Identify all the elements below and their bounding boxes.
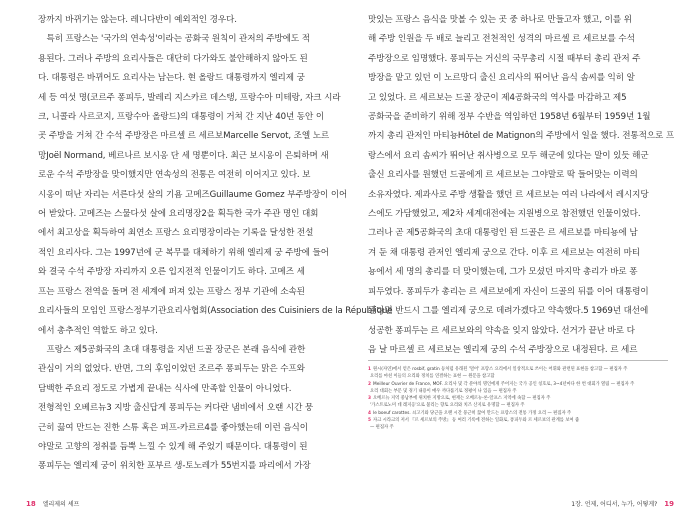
- footnote: [368, 417, 670, 424]
- footnote-number: 2: [368, 381, 371, 387]
- right-running-title: 1장. 언제, 어디서, 누가, 어떻게?: [571, 501, 658, 508]
- footnote-text: 요리를 마친 이들의 요리와 정치를 연결하는 표현 — 원문을 참고함: [370, 374, 495, 380]
- text-line: 해 주방 인원을 두 배로 늘리고 전천적인 성격의 마르셀 르 세르보를 수석: [368, 34, 635, 45]
- footnote-divider: [368, 360, 668, 361]
- text-line: 공화국을 준비하기 위해 정부 수반을 역임하던 1958년 6월부터 1959년 1월: [368, 112, 651, 123]
- text-line: 크, 니콜라 사르코지, 프랑수아 올랑드)의 대통령이 거쳐 간 지난 40년 동안 이: [38, 112, 325, 123]
- text-line: 근히 끓여 만드는 진한 스튜 혹은 퍼프-카르르4를 좋아했는데 이런 음식이: [38, 422, 308, 433]
- text-line: 망Joël Normand, 베르나르 보시옹 단 세 명뿐이다. 최근 보시옹이 은퇴하며 새: [38, 150, 329, 161]
- text-line: 관심이 거의 없었다. 반면, 그의 후임이었던 조르주 퐁피두는 맑은 수프와: [38, 364, 305, 375]
- footnote: [368, 402, 670, 409]
- text-line: 된다면 반드시 그를 엘리제 궁으로 데려가겠다고 약속했다.5 1969년 대선에: [368, 306, 649, 317]
- text-line: 야말로 고향의 정취를 듬뿍 느낄 수 있게 해 주었기 때문이다. 대통령이 된: [38, 441, 308, 452]
- footnote-number: 4: [368, 410, 371, 416]
- footnotes: [368, 366, 670, 432]
- text-line: 겨 둔 채 대통령 관저인 엘리제 궁으로 간다. 이후 르 세르보는 여전히 마티: [368, 247, 641, 258]
- footnote-text: — 편집자 주: [370, 425, 394, 431]
- footnote: [368, 410, 670, 417]
- right-footer: [571, 499, 674, 508]
- text-line: 퐁피두는 엘리제 궁이 위치한 포부르 생-토노레가 55번지를 파리에서 가장: [38, 461, 311, 472]
- text-line: 전형적인 오베르뉴3 지방 출신답게 퐁피두는 커다란 냄비에서 오랜 시간 뭉: [38, 403, 314, 414]
- footnote-text: 오베르뉴 지역 중남부에 위치한 지방으로, 현재는 오베르뉴-론-알프스 지역에 속함 — 편집자 주: [373, 396, 551, 402]
- text-line: 주방장으로 임명했다. 퐁피두는 거신의 국무총리 시절 때부터 총리 관저 주: [368, 53, 641, 64]
- text-line: 랑스에서 요리 솜씨가 뛰어난 취사병으로 모두 해군에 있다는 말이 있듯 해군: [368, 150, 649, 161]
- text-line: 담백한 주요리 정도로 가볍게 끝내는 식사에 만족할 인물이 아니었다.: [38, 383, 292, 394]
- text-line: 요리사들의 모임인 프랑스정부기관요리사협회(Association des Cuisiniers de la République: [38, 306, 393, 317]
- text-line: 곳 주방을 거쳐 간 수석 주방장은 마르셀 르 세르보Marcelle Servot, 조엘 노르: [38, 131, 330, 142]
- footnote-number: 1: [368, 367, 371, 372]
- text-line: 성공한 퐁피두는 르 세르보와의 약속을 잊지 않았다. 선거가 끝난 바로 다: [368, 325, 635, 336]
- footnote-text: 원시(자연)에서 얻은 rosbif, gratin 등처럼 유래된 '멀어' 프랑스 요리에서 일상적으로 쓰이는 어휘와 관련된 표현을 참고함 — 편집자 주: [373, 367, 628, 372]
- text-line: 프는 프랑스 전역을 돌며 전 세계에 퍼져 있는 프랑스 정부 기관에 소속된: [38, 286, 305, 297]
- footnote: [368, 395, 670, 402]
- footnote: [368, 424, 670, 431]
- footnote-number: 3: [368, 396, 371, 402]
- footnote-text: Meilleur Ouvrier de France, MOF. 요리사 및 각 분야의 명인에게 주어지는 국가 공인 칭호로, 3~4년마다 한 번 대회가 열림 — 편집자 주: [373, 381, 635, 387]
- right-page-body: [368, 11, 675, 360]
- text-line: 프랑스 제5공화국의 초대 대통령을 지낸 드골 장군은 본래 음식에 관한: [38, 344, 306, 355]
- text-line: 맛있는 프랑스 음식을 맛볼 수 있는 곳 중 하나로 만들고자 했고, 이를 위: [368, 15, 632, 25]
- right-page-number: 19: [664, 500, 674, 508]
- footnote-text: 자크 시라크의 저서 『르 세르보의 주방』 등 여러 기록에 전하는 일화로, 퐁피두와 르 세르보의 관계를 보여 줌: [373, 418, 580, 424]
- footnote: [368, 381, 670, 388]
- text-line: 어 받았다. 고메즈는 스물다섯 살에 요리명장2을 획득한 국가 주관 명인 대회: [38, 209, 319, 220]
- left-page-number: 18: [26, 500, 36, 508]
- text-line: 방장을 맡고 있던 이 노르망디 출신 요리사의 뛰어난 음식 솜씨를 익히 알: [368, 73, 635, 84]
- text-line: 적인 요리사다. 그는 1997년에 군 복무를 대체하기 위해 엘리제 궁 주방에 들어: [38, 247, 329, 258]
- text-line: 까지 총리 관저인 마티뇽Hôtel de Matignon의 주방에서 일을 했다. 전통적으로 프: [368, 131, 675, 142]
- text-line: 와 결국 수석 주방장 자리까지 오른 입지전적 인물이기도 하다. 고메즈 세: [38, 267, 305, 278]
- text-line: 피두였다. 퐁피두가 총리는 르 세르보에게 자신이 드골의 뒤를 이어 대통령이: [368, 286, 649, 297]
- text-line: 다. 대통령은 바뀌어도 요리사는 남는다. 현 올랑드 대통령까지 엘리제 궁: [38, 73, 305, 84]
- text-line: 소유자였다. 제과사로 주방 생활을 했던 르 세르보는 여러 나라에서 레시지당: [368, 189, 649, 200]
- text-line: 용된다. 그러나 주방의 요리사들은 대단히 다가와도 불안해하지 않아도 된: [38, 53, 308, 64]
- footnote-text: le boeuf carottes. 쇠고기와 당근을 오랜 시간 뭉근히 끓여 만드는 프랑스의 전통 가정 요리 — 편집자 주: [373, 410, 572, 416]
- text-line: 출신 요리사를 원했던 드골에게 르 세르보는 그야말로 딱 들어맞는 이력의: [368, 170, 638, 181]
- text-line: 그러나 곧 제5공화국의 초대 대통령인 된 드골은 르 세르보를 마티뇽에 남: [368, 228, 638, 239]
- text-line: 고 있었다. 르 세르보는 드골 장군이 제4공화국의 역사를 마감하고 제5: [368, 92, 627, 103]
- footnote: [368, 373, 670, 380]
- footnote-number: 5: [368, 418, 371, 424]
- text-line: 특히 프랑스는 '국가의 연속성'이라는 공화국 원칙이 관저의 주방에도 적: [38, 34, 310, 45]
- text-line: 에서 총추적인 역할도 하고 있다.: [38, 325, 158, 336]
- text-line: 시옹이 떠난 자리는 서른다섯 살의 기욤 고메즈Guillaume Gomez 부주방장이 이어: [38, 189, 348, 200]
- footnote: [368, 388, 670, 395]
- text-line: 음 날 마르셀 르 세르보는 엘리제 궁의 수석 주방장으로 내정된다. 르 세르: [368, 344, 638, 355]
- left-running-title: 엘리제의 셰프: [42, 501, 80, 508]
- text-line: 스에도 가담했었고, 제2차 세계대전에는 지원병으로 참전했던 인물이었다.: [368, 209, 641, 220]
- footnote-text: '가스트로노미 데 레지옹'으로 불리는 향토 요리와 치즈 산지로 유명함 — 편집자 주: [370, 403, 525, 409]
- text-line: 세 등 여섯 명(코르주 퐁피두, 발레리 지스카르 데스탱, 프랑수아 미테랑, 자크 시라: [38, 92, 341, 103]
- footnote-text: 요리 대회는 부문 및 경기 내용이 매우 까다롭기로 정평이 나 있음 — 편집자 주: [370, 388, 517, 394]
- footnote: [368, 366, 670, 373]
- text-line: 뇽에서 세 명의 총리를 더 맞이했는데, 그가 모셨던 마지막 총리가 바로 퐁: [368, 267, 638, 278]
- text-line: 장까지 바뀌기는 않는다. 레니다반이 예외적인 경우다.: [38, 15, 237, 25]
- left-footer: [26, 499, 79, 508]
- text-line: 에서 최고상을 획득하여 최연소 프랑스 요리명장이라는 기록을 달성한 전설: [38, 228, 314, 239]
- text-line: 로운 수석 주방장을 맞이했지만 연속성의 전통은 여전히 이어지고 있다. 보: [38, 170, 311, 181]
